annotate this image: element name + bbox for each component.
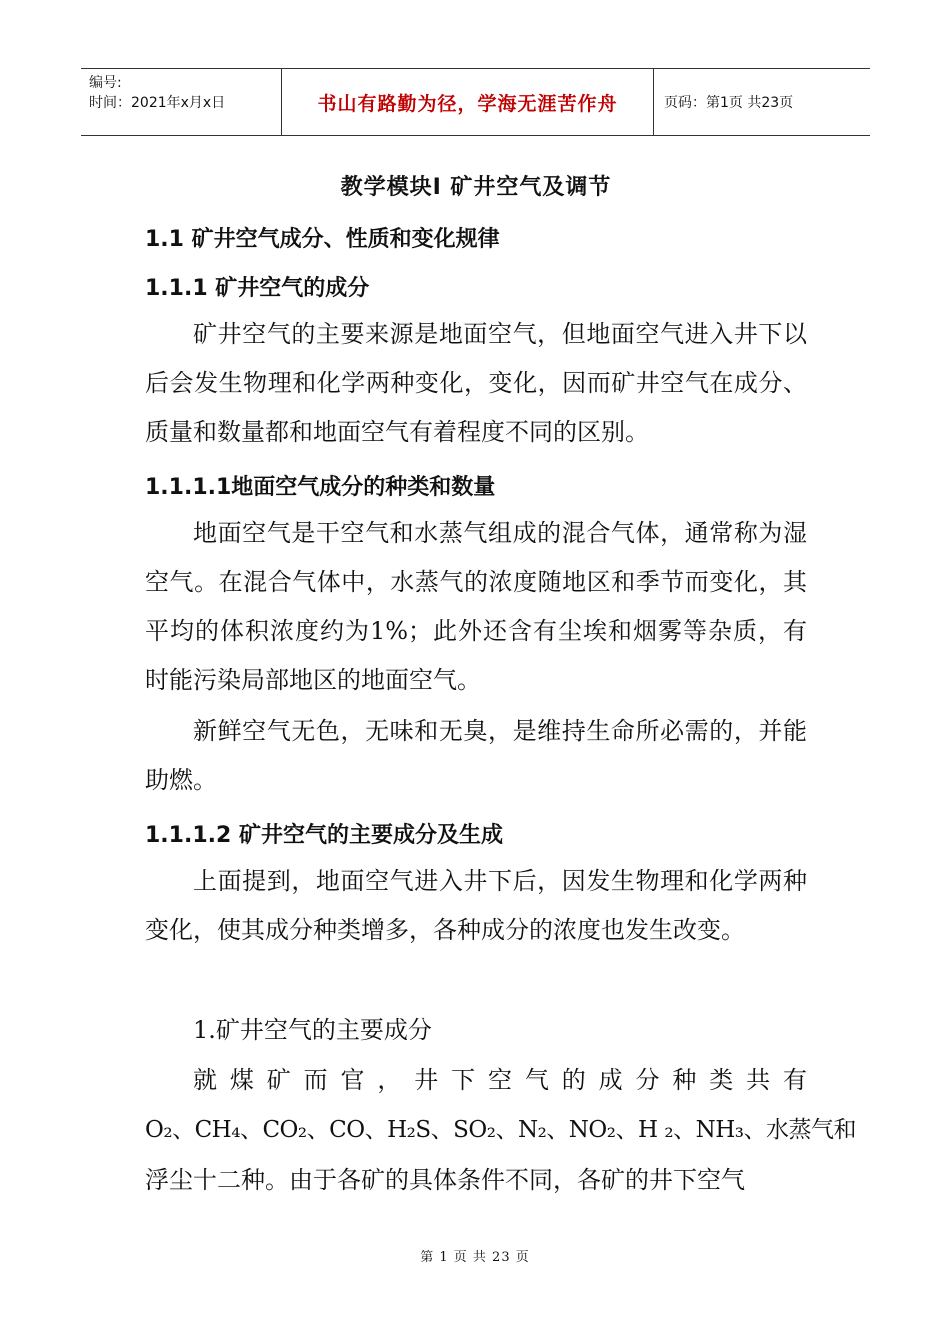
paragraph-components-line-1: 就 煤 矿 而 官 ， 井 下 空 气 的 成 分 种 类 共 有 <box>193 1066 807 1094</box>
paragraph-components-line-3: 浮尘十二种。由于各矿的具体条件不同，各矿的井下空气 <box>145 1166 745 1194</box>
page-footer: 第 1 页 共 23 页 <box>420 1250 530 1265</box>
header-motto: 书山有路勤为径，学海无涯苦作舟 <box>282 69 654 135</box>
paragraph-air-source: 矿井空气的主要来源是地面空气，但地面空气进入井下以后会发生物理和化学两种变化，变化，因而矿井空气在成分、质量和数量都和地面空气有着程度不同的区别。 <box>145 320 807 446</box>
document-date: 时间：2021年x月x日 <box>89 95 226 111</box>
list-item-main-components: 1.矿井空气的主要成分 <box>193 1016 432 1044</box>
subsubsection-heading-surface-air: 1.1.1.1地面空气成分的种类和数量 <box>145 475 496 500</box>
header-page-info: 页码：第1页 共23页 <box>664 95 794 111</box>
document-number-label: 编号: <box>89 75 122 91</box>
paragraph-components-line-2: O₂、CH₄、CO₂、CO、H₂S、SO₂、N₂、NO₂、H ₂、NH₃、水蒸气和 <box>145 1117 856 1143</box>
paragraph-fresh-air: 新鲜空气无色，无味和无臭，是维持生命所必需的，并能助燃。 <box>145 717 807 794</box>
header-meta <box>81 69 282 135</box>
subsection-heading: 1.1.1 矿井空气的成分 <box>145 276 370 301</box>
page-header <box>81 68 870 136</box>
document-title: 教学模块Ⅰ 矿井空气及调节 <box>340 175 612 200</box>
section-heading: 1.1 矿井空气成分、性质和变化规律 <box>145 227 500 252</box>
paragraph-surface-air: 地面空气是干空气和水蒸气组成的混合气体，通常称为湿空气。在混合气体中，水蒸气的浓度随地区和季节而变化，其平均的体积浓度约为1%；此外还含有尘埃和烟雾等杂质，有时能污染局部地区的地面空气。 <box>145 519 807 694</box>
paragraph-mine-air-change: 上面提到，地面空气进入井下后，因发生物理和化学两种变化，使其成分种类增多，各种成分的浓度也发生改变。 <box>145 867 807 944</box>
subsubsection-heading-mine-air: 1.1.1.2 矿井空气的主要成分及生成 <box>145 823 503 848</box>
